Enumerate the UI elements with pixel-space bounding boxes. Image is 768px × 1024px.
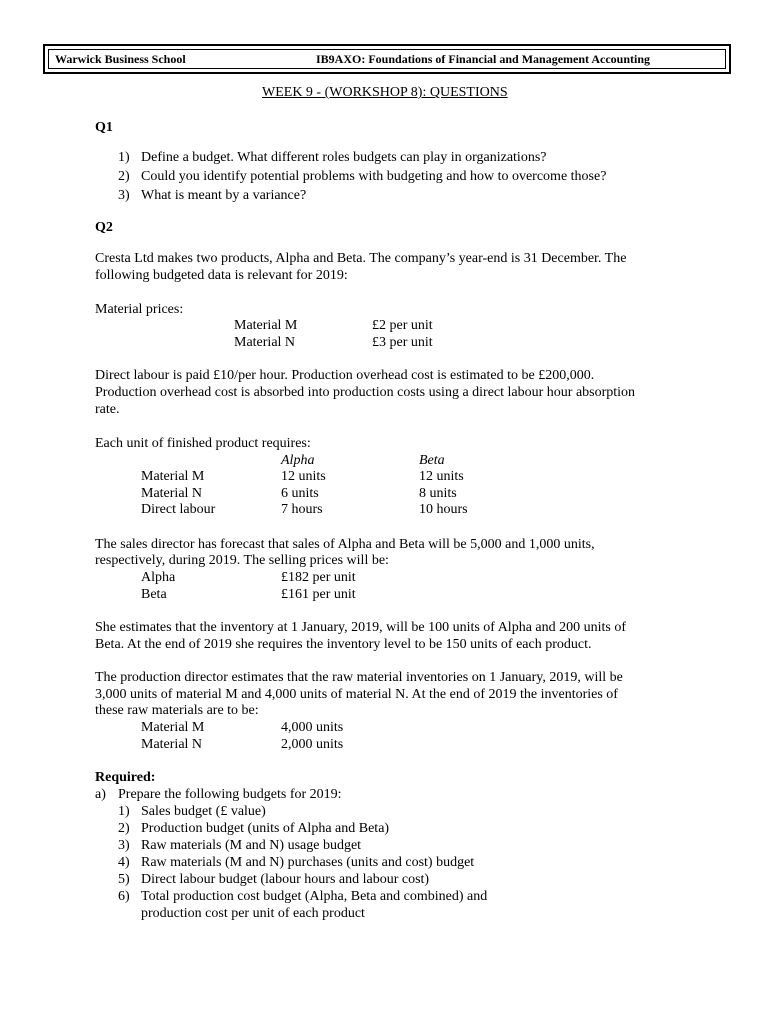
sales-para-line: The sales director has forecast that sales of Alpha and Beta will be 5,000 and 1,000 units, (95, 537, 595, 552)
list-item-continuation: production cost per unit of each product (141, 906, 365, 921)
labour-para-line: rate. (95, 402, 120, 417)
q1-label: Q1 (95, 120, 113, 135)
list-item-number: 1) (118, 804, 130, 819)
list-item-number: 2) (118, 821, 130, 836)
list-item: Direct labour budget (labour hours and labour cost) (141, 872, 430, 887)
inventory-para-line: Beta. At the end of 2019 she requires the inventory level to be 150 units of each product. (95, 637, 592, 652)
list-item: Define a budget. What different roles budgets can play in organizations? (141, 150, 547, 165)
material-price: £2 per unit (372, 318, 433, 333)
page-title: WEEK 9 - (WORKSHOP 8): QUESTIONS (262, 85, 508, 100)
q2-intro-line: following budgeted data is relevant for 2019: (95, 268, 348, 283)
part-a-text: Prepare the following budgets for 2019: (118, 787, 342, 802)
header-course: IB9AXO: Foundations of Financial and Management Accounting (316, 52, 651, 66)
raw-para-line: 3,000 units of material M and 4,000 units of material N. At the end of 2019 the inventories of (95, 687, 618, 702)
list-item-number: 4) (118, 855, 130, 870)
requirements-label: Each unit of finished product requires: (95, 436, 311, 451)
list-item: Production budget (units of Alpha and Beta) (141, 821, 390, 836)
labour-para-line: Production overhead cost is absorbed into production costs using a direct labour hour absorption (95, 385, 636, 400)
requirements-header-alpha: Alpha (281, 453, 315, 468)
labour-para-line: Direct labour is paid £10/per hour. Production overhead cost is estimated to be £200,000. (95, 368, 595, 383)
raw-para-line: The production director estimates that the raw material inventories on 1 January, 2019, will be (95, 670, 623, 685)
material-name: Material M (234, 318, 298, 333)
header-box (43, 44, 731, 74)
q2-label: Q2 (95, 220, 113, 235)
requirement-name: Direct labour (141, 502, 216, 517)
selling-price: £182 per unit (281, 570, 356, 585)
required-label: Required: (95, 770, 156, 785)
requirements-header-beta: Beta (419, 453, 445, 468)
sales-para-line: respectively, during 2019. The selling prices will be: (95, 553, 389, 568)
product-name: Beta (141, 587, 167, 602)
list-item-number: 1) (118, 150, 130, 165)
requirement-alpha: 7 hours (281, 502, 323, 517)
q2-intro-line: Cresta Ltd makes two products, Alpha and Beta. The company’s year-end is 31 December. The (95, 251, 627, 266)
list-item-number: 3) (118, 188, 130, 203)
requirement-alpha: 6 units (281, 486, 319, 501)
inventory-para-line: She estimates that the inventory at 1 January, 2019, will be 100 units of Alpha and 200 units of (95, 620, 627, 635)
material-prices-label: Material prices: (95, 302, 184, 317)
list-item-number: 5) (118, 872, 130, 887)
header-school: Warwick Business School (55, 52, 186, 66)
requirement-alpha: 12 units (281, 469, 326, 484)
list-item: Raw materials (M and N) usage budget (141, 838, 362, 853)
material-price: £3 per unit (372, 335, 433, 350)
product-name: Alpha (141, 570, 176, 585)
list-item: Sales budget (£ value) (141, 804, 266, 819)
requirement-beta: 12 units (419, 469, 464, 484)
requirement-name: Material M (141, 469, 205, 484)
list-item-number: 6) (118, 889, 130, 904)
requirement-beta: 10 hours (419, 502, 468, 517)
raw-material-name: Material N (141, 737, 203, 752)
requirement-name: Material N (141, 486, 203, 501)
list-item-number: 2) (118, 169, 130, 184)
material-name: Material N (234, 335, 296, 350)
list-item: Total production cost budget (Alpha, Beta and combined) and (141, 889, 488, 904)
raw-material-qty: 4,000 units (281, 720, 344, 735)
selling-price: £161 per unit (281, 587, 356, 602)
part-a-letter: a) (95, 787, 106, 802)
raw-para-line: these raw materials are to be: (95, 703, 259, 718)
list-item: What is meant by a variance? (141, 188, 307, 203)
list-item-number: 3) (118, 838, 130, 853)
list-item: Could you identify potential problems with budgeting and how to overcome those? (141, 169, 607, 184)
raw-material-qty: 2,000 units (281, 737, 344, 752)
list-item: Raw materials (M and N) purchases (units and cost) budget (141, 855, 475, 870)
raw-material-name: Material M (141, 720, 205, 735)
requirement-beta: 8 units (419, 486, 457, 501)
